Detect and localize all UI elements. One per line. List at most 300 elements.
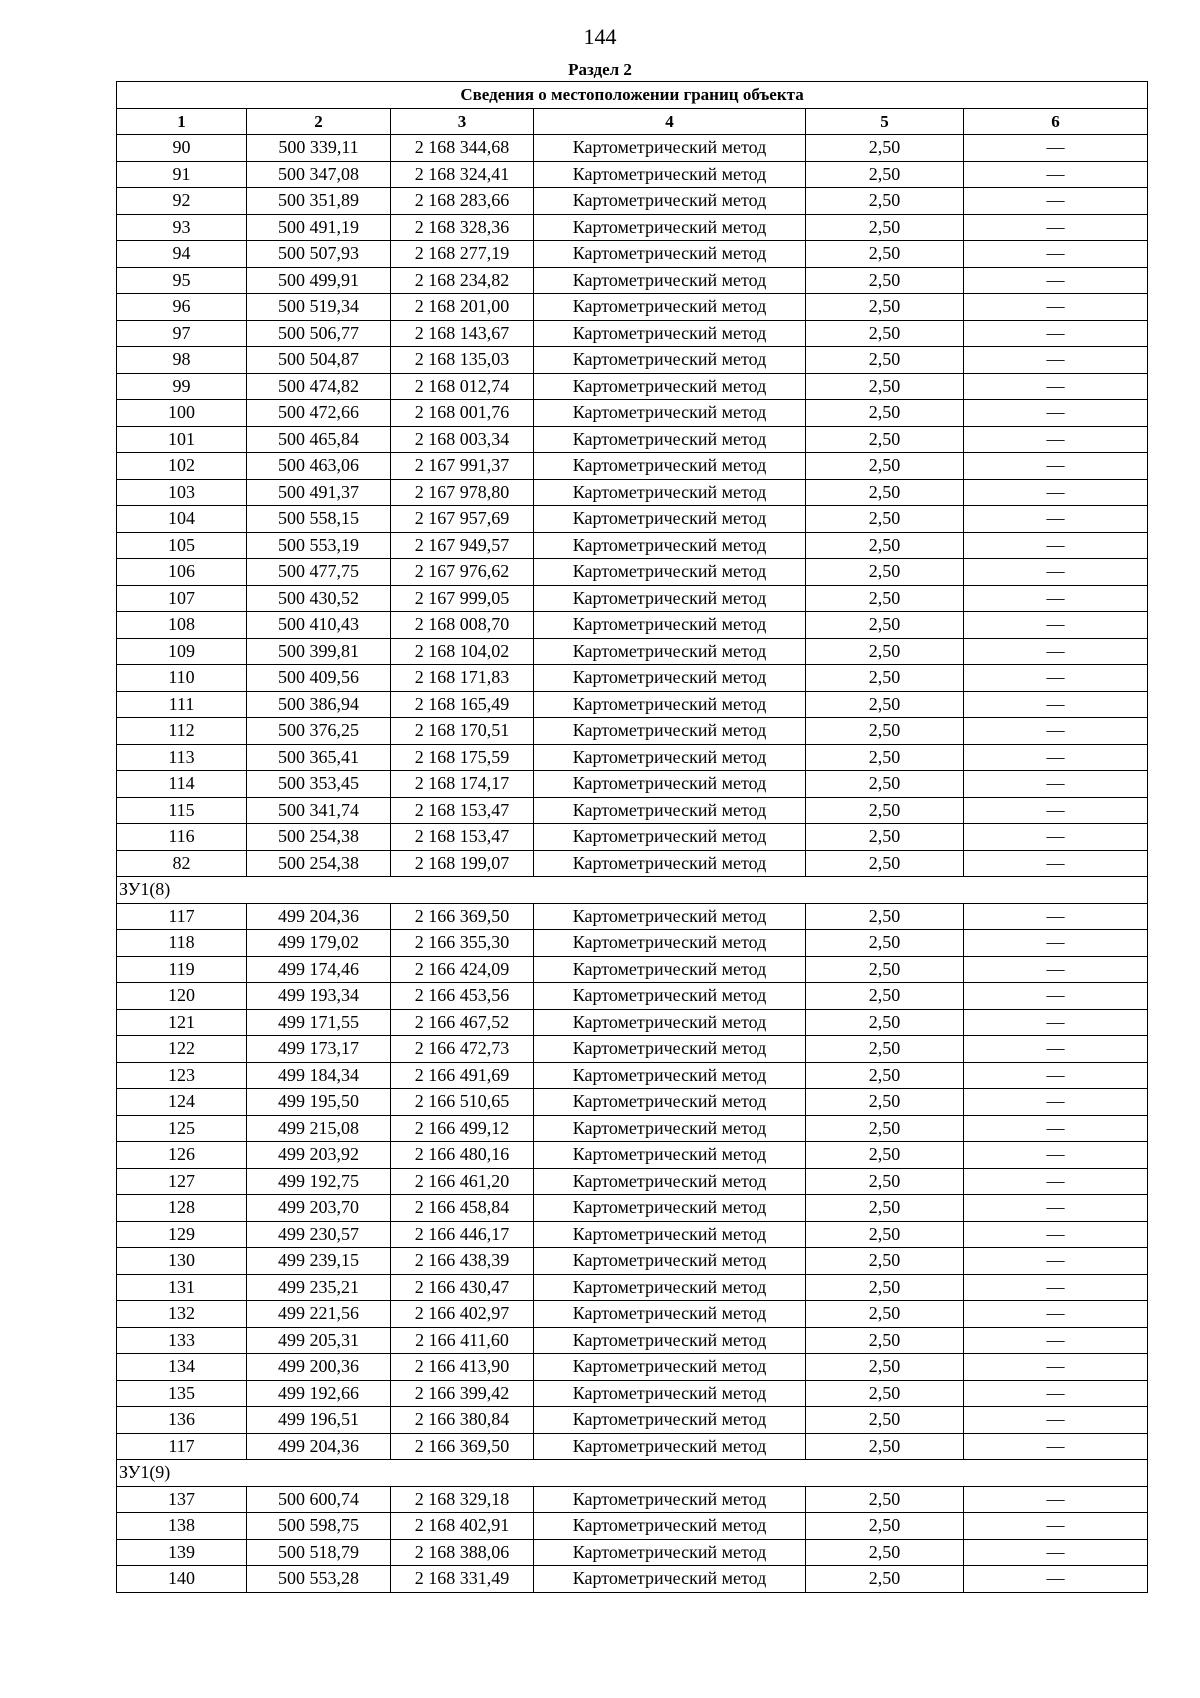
point-number-cell: 91 bbox=[117, 161, 247, 188]
table-row bbox=[117, 1301, 1148, 1328]
group-label: ЗУ1(8) bbox=[117, 877, 1148, 904]
point-number-cell: 115 bbox=[117, 797, 247, 824]
x-coordinate-cell: 500 254,38 bbox=[247, 850, 391, 877]
table-row bbox=[117, 1195, 1148, 1222]
point-number-cell: 104 bbox=[117, 506, 247, 533]
x-coordinate-cell: 499 193,34 bbox=[247, 983, 391, 1010]
x-coordinate-cell: 500 472,66 bbox=[247, 400, 391, 427]
x-coordinate-cell: 500 519,34 bbox=[247, 294, 391, 321]
y-coordinate-cell: 2 166 480,16 bbox=[391, 1142, 534, 1169]
y-coordinate-cell: 2 168 174,17 bbox=[391, 771, 534, 798]
description-cell: — bbox=[964, 983, 1148, 1010]
point-number-cell: 117 bbox=[117, 903, 247, 930]
table-caption-row bbox=[117, 82, 1148, 109]
method-cell: Картометрический метод bbox=[534, 453, 806, 480]
x-coordinate-cell: 499 204,36 bbox=[247, 1433, 391, 1460]
point-number-cell: 127 bbox=[117, 1168, 247, 1195]
method-cell: Картометрический метод bbox=[534, 1248, 806, 1275]
method-cell: Картометрический метод bbox=[534, 956, 806, 983]
y-coordinate-cell: 2 166 467,52 bbox=[391, 1009, 534, 1036]
method-cell: Картометрический метод bbox=[534, 1274, 806, 1301]
description-cell: — bbox=[964, 1089, 1148, 1116]
column-header-row bbox=[117, 108, 1148, 135]
method-cell: Картометрический метод bbox=[534, 214, 806, 241]
accuracy-cell: 2,50 bbox=[806, 1380, 964, 1407]
y-coordinate-cell: 2 168 201,00 bbox=[391, 294, 534, 321]
table-row bbox=[117, 1513, 1148, 1540]
y-coordinate-cell: 2 166 499,12 bbox=[391, 1115, 534, 1142]
y-coordinate-cell: 2 166 355,30 bbox=[391, 930, 534, 957]
table-row bbox=[117, 506, 1148, 533]
accuracy-cell: 2,50 bbox=[806, 797, 964, 824]
point-number-cell: 122 bbox=[117, 1036, 247, 1063]
column-header: 3 bbox=[391, 108, 534, 135]
x-coordinate-cell: 500 600,74 bbox=[247, 1486, 391, 1513]
y-coordinate-cell: 2 166 491,69 bbox=[391, 1062, 534, 1089]
x-coordinate-cell: 500 465,84 bbox=[247, 426, 391, 453]
y-coordinate-cell: 2 168 324,41 bbox=[391, 161, 534, 188]
x-coordinate-cell: 499 200,36 bbox=[247, 1354, 391, 1381]
table-row bbox=[117, 294, 1148, 321]
y-coordinate-cell: 2 168 001,76 bbox=[391, 400, 534, 427]
table-row bbox=[117, 797, 1148, 824]
description-cell: — bbox=[964, 241, 1148, 268]
method-cell: Картометрический метод bbox=[534, 797, 806, 824]
method-cell: Картометрический метод bbox=[534, 1009, 806, 1036]
x-coordinate-cell: 500 376,25 bbox=[247, 718, 391, 745]
y-coordinate-cell: 2 168 175,59 bbox=[391, 744, 534, 771]
method-cell: Картометрический метод bbox=[534, 479, 806, 506]
accuracy-cell: 2,50 bbox=[806, 983, 964, 1010]
accuracy-cell: 2,50 bbox=[806, 1566, 964, 1593]
x-coordinate-cell: 500 491,19 bbox=[247, 214, 391, 241]
column-header: 5 bbox=[806, 108, 964, 135]
table-row bbox=[117, 267, 1148, 294]
x-coordinate-cell: 500 474,82 bbox=[247, 373, 391, 400]
accuracy-cell: 2,50 bbox=[806, 1115, 964, 1142]
method-cell: Картометрический метод bbox=[534, 188, 806, 215]
method-cell: Картометрический метод bbox=[534, 532, 806, 559]
accuracy-cell: 2,50 bbox=[806, 850, 964, 877]
point-number-cell: 97 bbox=[117, 320, 247, 347]
y-coordinate-cell: 2 168 402,91 bbox=[391, 1513, 534, 1540]
description-cell: — bbox=[964, 1195, 1148, 1222]
x-coordinate-cell: 500 553,28 bbox=[247, 1566, 391, 1593]
point-number-cell: 139 bbox=[117, 1539, 247, 1566]
table-row bbox=[117, 930, 1148, 957]
accuracy-cell: 2,50 bbox=[806, 320, 964, 347]
description-cell: — bbox=[964, 1142, 1148, 1169]
point-number-cell: 125 bbox=[117, 1115, 247, 1142]
table-row bbox=[117, 1036, 1148, 1063]
point-number-cell: 110 bbox=[117, 665, 247, 692]
x-coordinate-cell: 499 184,34 bbox=[247, 1062, 391, 1089]
accuracy-cell: 2,50 bbox=[806, 1407, 964, 1434]
x-coordinate-cell: 500 507,93 bbox=[247, 241, 391, 268]
table-body bbox=[117, 135, 1148, 1593]
y-coordinate-cell: 2 166 369,50 bbox=[391, 903, 534, 930]
point-number-cell: 121 bbox=[117, 1009, 247, 1036]
description-cell: — bbox=[964, 1566, 1148, 1593]
table-row bbox=[117, 691, 1148, 718]
x-coordinate-cell: 499 221,56 bbox=[247, 1301, 391, 1328]
y-coordinate-cell: 2 168 331,49 bbox=[391, 1566, 534, 1593]
x-coordinate-cell: 499 203,92 bbox=[247, 1142, 391, 1169]
method-cell: Картометрический метод bbox=[534, 1354, 806, 1381]
point-number-cell: 95 bbox=[117, 267, 247, 294]
table-caption: Сведения о местоположении границ объекта bbox=[117, 82, 1148, 109]
x-coordinate-cell: 499 203,70 bbox=[247, 1195, 391, 1222]
table-row bbox=[117, 1062, 1148, 1089]
column-header: 6 bbox=[964, 108, 1148, 135]
x-coordinate-cell: 499 192,75 bbox=[247, 1168, 391, 1195]
point-number-cell: 140 bbox=[117, 1566, 247, 1593]
group-header-row bbox=[117, 877, 1148, 904]
y-coordinate-cell: 2 167 976,62 bbox=[391, 559, 534, 586]
x-coordinate-cell: 499 215,08 bbox=[247, 1115, 391, 1142]
method-cell: Картометрический метод bbox=[534, 585, 806, 612]
x-coordinate-cell: 499 204,36 bbox=[247, 903, 391, 930]
y-coordinate-cell: 2 166 369,50 bbox=[391, 1433, 534, 1460]
accuracy-cell: 2,50 bbox=[806, 718, 964, 745]
accuracy-cell: 2,50 bbox=[806, 1062, 964, 1089]
x-coordinate-cell: 499 195,50 bbox=[247, 1089, 391, 1116]
table-row bbox=[117, 347, 1148, 374]
table-row bbox=[117, 771, 1148, 798]
method-cell: Картометрический метод bbox=[534, 824, 806, 851]
accuracy-cell: 2,50 bbox=[806, 824, 964, 851]
y-coordinate-cell: 2 168 283,66 bbox=[391, 188, 534, 215]
method-cell: Картометрический метод bbox=[534, 1168, 806, 1195]
accuracy-cell: 2,50 bbox=[806, 532, 964, 559]
table-row bbox=[117, 426, 1148, 453]
accuracy-cell: 2,50 bbox=[806, 665, 964, 692]
x-coordinate-cell: 499 205,31 bbox=[247, 1327, 391, 1354]
accuracy-cell: 2,50 bbox=[806, 214, 964, 241]
x-coordinate-cell: 500 558,15 bbox=[247, 506, 391, 533]
x-coordinate-cell: 500 409,56 bbox=[247, 665, 391, 692]
description-cell: — bbox=[964, 1486, 1148, 1513]
accuracy-cell: 2,50 bbox=[806, 267, 964, 294]
table-row bbox=[117, 320, 1148, 347]
table-row bbox=[117, 1115, 1148, 1142]
x-coordinate-cell: 500 365,41 bbox=[247, 744, 391, 771]
description-cell: — bbox=[964, 1062, 1148, 1089]
point-number-cell: 137 bbox=[117, 1486, 247, 1513]
description-cell: — bbox=[964, 532, 1148, 559]
table-row bbox=[117, 1433, 1148, 1460]
method-cell: Картометрический метод bbox=[534, 983, 806, 1010]
y-coordinate-cell: 2 168 008,70 bbox=[391, 612, 534, 639]
x-coordinate-cell: 500 399,81 bbox=[247, 638, 391, 665]
description-cell: — bbox=[964, 903, 1148, 930]
table-row bbox=[117, 744, 1148, 771]
y-coordinate-cell: 2 168 199,07 bbox=[391, 850, 534, 877]
accuracy-cell: 2,50 bbox=[806, 1301, 964, 1328]
description-cell: — bbox=[964, 665, 1148, 692]
x-coordinate-cell: 500 518,79 bbox=[247, 1539, 391, 1566]
point-number-cell: 105 bbox=[117, 532, 247, 559]
x-coordinate-cell: 499 179,02 bbox=[247, 930, 391, 957]
description-cell: — bbox=[964, 612, 1148, 639]
description-cell: — bbox=[964, 1327, 1148, 1354]
y-coordinate-cell: 2 168 165,49 bbox=[391, 691, 534, 718]
table-row bbox=[117, 612, 1148, 639]
accuracy-cell: 2,50 bbox=[806, 294, 964, 321]
description-cell: — bbox=[964, 1513, 1148, 1540]
description-cell: — bbox=[964, 453, 1148, 480]
table-row bbox=[117, 1354, 1148, 1381]
method-cell: Картометрический метод bbox=[534, 347, 806, 374]
accuracy-cell: 2,50 bbox=[806, 638, 964, 665]
y-coordinate-cell: 2 168 171,83 bbox=[391, 665, 534, 692]
point-number-cell: 113 bbox=[117, 744, 247, 771]
description-cell: — bbox=[964, 956, 1148, 983]
y-coordinate-cell: 2 168 344,68 bbox=[391, 135, 534, 162]
description-cell: — bbox=[964, 744, 1148, 771]
method-cell: Картометрический метод bbox=[534, 771, 806, 798]
point-number-cell: 102 bbox=[117, 453, 247, 480]
table-row bbox=[117, 1168, 1148, 1195]
y-coordinate-cell: 2 167 949,57 bbox=[391, 532, 534, 559]
y-coordinate-cell: 2 168 388,06 bbox=[391, 1539, 534, 1566]
accuracy-cell: 2,50 bbox=[806, 373, 964, 400]
table-row bbox=[117, 1539, 1148, 1566]
method-cell: Картометрический метод bbox=[534, 373, 806, 400]
table-row bbox=[117, 983, 1148, 1010]
accuracy-cell: 2,50 bbox=[806, 426, 964, 453]
description-cell: — bbox=[964, 400, 1148, 427]
column-header: 1 bbox=[117, 108, 247, 135]
point-number-cell: 118 bbox=[117, 930, 247, 957]
method-cell: Картометрический метод bbox=[534, 135, 806, 162]
y-coordinate-cell: 2 168 170,51 bbox=[391, 718, 534, 745]
point-number-cell: 116 bbox=[117, 824, 247, 851]
accuracy-cell: 2,50 bbox=[806, 585, 964, 612]
accuracy-cell: 2,50 bbox=[806, 1327, 964, 1354]
boundary-coordinates-table bbox=[116, 81, 1148, 1593]
x-coordinate-cell: 500 353,45 bbox=[247, 771, 391, 798]
table-row bbox=[117, 1248, 1148, 1275]
x-coordinate-cell: 500 339,11 bbox=[247, 135, 391, 162]
description-cell: — bbox=[964, 1036, 1148, 1063]
x-coordinate-cell: 500 477,75 bbox=[247, 559, 391, 586]
accuracy-cell: 2,50 bbox=[806, 1142, 964, 1169]
description-cell: — bbox=[964, 930, 1148, 957]
table-row bbox=[117, 903, 1148, 930]
point-number-cell: 106 bbox=[117, 559, 247, 586]
x-coordinate-cell: 499 173,17 bbox=[247, 1036, 391, 1063]
method-cell: Картометрический метод bbox=[534, 1089, 806, 1116]
method-cell: Картометрический метод bbox=[534, 1062, 806, 1089]
method-cell: Картометрический метод bbox=[534, 1142, 806, 1169]
point-number-cell: 98 bbox=[117, 347, 247, 374]
y-coordinate-cell: 2 168 329,18 bbox=[391, 1486, 534, 1513]
description-cell: — bbox=[964, 426, 1148, 453]
description-cell: — bbox=[964, 638, 1148, 665]
description-cell: — bbox=[964, 1115, 1148, 1142]
accuracy-cell: 2,50 bbox=[806, 691, 964, 718]
point-number-cell: 100 bbox=[117, 400, 247, 427]
table-row bbox=[117, 1142, 1148, 1169]
x-coordinate-cell: 499 239,15 bbox=[247, 1248, 391, 1275]
accuracy-cell: 2,50 bbox=[806, 479, 964, 506]
method-cell: Картометрический метод bbox=[534, 638, 806, 665]
group-label: ЗУ1(9) bbox=[117, 1460, 1148, 1487]
table-row bbox=[117, 532, 1148, 559]
table-row bbox=[117, 956, 1148, 983]
page-number: 144 bbox=[583, 24, 617, 49]
x-coordinate-cell: 500 504,87 bbox=[247, 347, 391, 374]
x-coordinate-cell: 500 506,77 bbox=[247, 320, 391, 347]
point-number-cell: 119 bbox=[117, 956, 247, 983]
point-number-cell: 92 bbox=[117, 188, 247, 215]
description-cell: — bbox=[964, 824, 1148, 851]
method-cell: Картометрический метод bbox=[534, 1221, 806, 1248]
method-cell: Картометрический метод bbox=[534, 1566, 806, 1593]
point-number-cell: 136 bbox=[117, 1407, 247, 1434]
description-cell: — bbox=[964, 559, 1148, 586]
table-row bbox=[117, 1009, 1148, 1036]
accuracy-cell: 2,50 bbox=[806, 161, 964, 188]
x-coordinate-cell: 500 386,94 bbox=[247, 691, 391, 718]
y-coordinate-cell: 2 166 380,84 bbox=[391, 1407, 534, 1434]
x-coordinate-cell: 500 499,91 bbox=[247, 267, 391, 294]
y-coordinate-cell: 2 166 510,65 bbox=[391, 1089, 534, 1116]
point-number-cell: 109 bbox=[117, 638, 247, 665]
description-cell: — bbox=[964, 1221, 1148, 1248]
y-coordinate-cell: 2 166 458,84 bbox=[391, 1195, 534, 1222]
method-cell: Картометрический метод bbox=[534, 1539, 806, 1566]
point-number-cell: 107 bbox=[117, 585, 247, 612]
table-row bbox=[117, 1380, 1148, 1407]
y-coordinate-cell: 2 168 153,47 bbox=[391, 824, 534, 851]
y-coordinate-cell: 2 166 461,20 bbox=[391, 1168, 534, 1195]
point-number-cell: 134 bbox=[117, 1354, 247, 1381]
accuracy-cell: 2,50 bbox=[806, 1221, 964, 1248]
table-row bbox=[117, 1327, 1148, 1354]
description-cell: — bbox=[964, 479, 1148, 506]
x-coordinate-cell: 499 171,55 bbox=[247, 1009, 391, 1036]
accuracy-cell: 2,50 bbox=[806, 1168, 964, 1195]
description-cell: — bbox=[964, 691, 1148, 718]
description-cell: — bbox=[964, 1168, 1148, 1195]
accuracy-cell: 2,50 bbox=[806, 1274, 964, 1301]
description-cell: — bbox=[964, 1407, 1148, 1434]
method-cell: Картометрический метод bbox=[534, 665, 806, 692]
x-coordinate-cell: 500 491,37 bbox=[247, 479, 391, 506]
description-cell: — bbox=[964, 1009, 1148, 1036]
x-coordinate-cell: 499 174,46 bbox=[247, 956, 391, 983]
y-coordinate-cell: 2 166 399,42 bbox=[391, 1380, 534, 1407]
column-header: 2 bbox=[247, 108, 391, 135]
section-title: Раздел 2 bbox=[568, 60, 632, 79]
point-number-cell: 112 bbox=[117, 718, 247, 745]
method-cell: Картометрический метод bbox=[534, 850, 806, 877]
accuracy-cell: 2,50 bbox=[806, 559, 964, 586]
x-coordinate-cell: 500 341,74 bbox=[247, 797, 391, 824]
table-row bbox=[117, 559, 1148, 586]
method-cell: Картометрический метод bbox=[534, 161, 806, 188]
y-coordinate-cell: 2 166 411,60 bbox=[391, 1327, 534, 1354]
method-cell: Картометрический метод bbox=[534, 1115, 806, 1142]
point-number-cell: 117 bbox=[117, 1433, 247, 1460]
x-coordinate-cell: 499 235,21 bbox=[247, 1274, 391, 1301]
y-coordinate-cell: 2 168 234,82 bbox=[391, 267, 534, 294]
table-row bbox=[117, 665, 1148, 692]
method-cell: Картометрический метод bbox=[534, 1036, 806, 1063]
point-number-cell: 94 bbox=[117, 241, 247, 268]
table-row bbox=[117, 214, 1148, 241]
y-coordinate-cell: 2 168 277,19 bbox=[391, 241, 534, 268]
table-row bbox=[117, 1089, 1148, 1116]
y-coordinate-cell: 2 166 446,17 bbox=[391, 1221, 534, 1248]
point-number-cell: 82 bbox=[117, 850, 247, 877]
point-number-cell: 126 bbox=[117, 1142, 247, 1169]
accuracy-cell: 2,50 bbox=[806, 956, 964, 983]
description-cell: — bbox=[964, 161, 1148, 188]
y-coordinate-cell: 2 168 328,36 bbox=[391, 214, 534, 241]
group-header-row bbox=[117, 1460, 1148, 1487]
accuracy-cell: 2,50 bbox=[806, 930, 964, 957]
point-number-cell: 93 bbox=[117, 214, 247, 241]
x-coordinate-cell: 499 196,51 bbox=[247, 1407, 391, 1434]
description-cell: — bbox=[964, 585, 1148, 612]
accuracy-cell: 2,50 bbox=[806, 903, 964, 930]
y-coordinate-cell: 2 167 999,05 bbox=[391, 585, 534, 612]
table-row bbox=[117, 373, 1148, 400]
description-cell: — bbox=[964, 294, 1148, 321]
accuracy-cell: 2,50 bbox=[806, 771, 964, 798]
x-coordinate-cell: 500 351,89 bbox=[247, 188, 391, 215]
accuracy-cell: 2,50 bbox=[806, 612, 964, 639]
method-cell: Картометрический метод bbox=[534, 1513, 806, 1540]
description-cell: — bbox=[964, 1248, 1148, 1275]
point-number-cell: 111 bbox=[117, 691, 247, 718]
description-cell: — bbox=[964, 320, 1148, 347]
description-cell: — bbox=[964, 850, 1148, 877]
description-cell: — bbox=[964, 1380, 1148, 1407]
method-cell: Картометрический метод bbox=[534, 294, 806, 321]
description-cell: — bbox=[964, 267, 1148, 294]
method-cell: Картометрический метод bbox=[534, 930, 806, 957]
accuracy-cell: 2,50 bbox=[806, 241, 964, 268]
table-row bbox=[117, 585, 1148, 612]
method-cell: Картометрический метод bbox=[534, 320, 806, 347]
method-cell: Картометрический метод bbox=[534, 1327, 806, 1354]
method-cell: Картометрический метод bbox=[534, 744, 806, 771]
table-row bbox=[117, 1566, 1148, 1593]
x-coordinate-cell: 499 192,66 bbox=[247, 1380, 391, 1407]
point-number-cell: 133 bbox=[117, 1327, 247, 1354]
y-coordinate-cell: 2 166 472,73 bbox=[391, 1036, 534, 1063]
y-coordinate-cell: 2 166 453,56 bbox=[391, 983, 534, 1010]
accuracy-cell: 2,50 bbox=[806, 744, 964, 771]
method-cell: Картометрический метод bbox=[534, 1195, 806, 1222]
y-coordinate-cell: 2 167 957,69 bbox=[391, 506, 534, 533]
point-number-cell: 130 bbox=[117, 1248, 247, 1275]
table-row bbox=[117, 1486, 1148, 1513]
point-number-cell: 124 bbox=[117, 1089, 247, 1116]
x-coordinate-cell: 500 410,43 bbox=[247, 612, 391, 639]
description-cell: — bbox=[964, 1354, 1148, 1381]
description-cell: — bbox=[964, 771, 1148, 798]
y-coordinate-cell: 2 167 991,37 bbox=[391, 453, 534, 480]
point-number-cell: 132 bbox=[117, 1301, 247, 1328]
accuracy-cell: 2,50 bbox=[806, 400, 964, 427]
y-coordinate-cell: 2 168 003,34 bbox=[391, 426, 534, 453]
point-number-cell: 90 bbox=[117, 135, 247, 162]
